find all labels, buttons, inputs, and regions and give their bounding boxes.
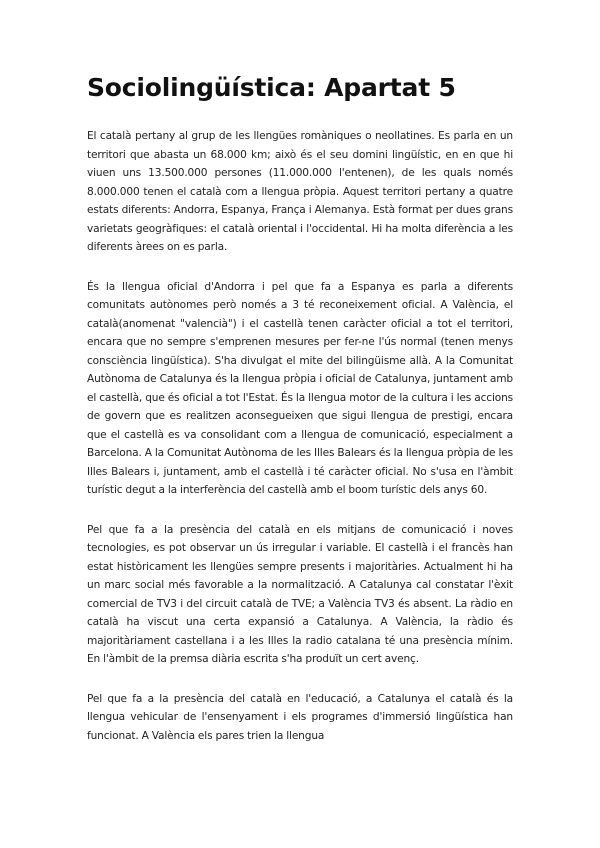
paragraph-media: Pel que fa a la presència del català en els mitjans de comunicació i noves tecnologies, es pot observar un ús irregular i variable. El castellà i el francès han estat històricament les llengües sempre presents i majoritàries. Actualment hi ha un marc social més favorable a la normalització. A Catalunya cal constatar l'èxit comercial de TV3 i del circuit català de TVE; a València TV3 és absent. La ràdio en català ha viscut una certa expansió a Catalunya. A València, la ràdio és majoritàriament castellana i a les Illes la radio catalana té una presència mínim. En l'àmbit de la premsa diària escrita s'ha produït un cert avenç. bbox=[87, 523, 513, 665]
paragraph-education: Pel que fa a la presència del català en l'educació, a Catalunya el català és la llengua vehicular de l'ensenyament i els programes d'immersió lingüística han funcionat. A València els pares trien la llengua bbox=[87, 692, 513, 742]
paragraph-intro: El català pertany al grup de les llengües romàniques o neollatines. Es parla en un territori que abasta un 68.000 km; això és el seu domini lingüístic, en en que hi viuen uns 13.500.000 persones (11.000.000 l'entenen), de les quals només 8.000.000 tenen el català com a llengua pròpia. Aquest territori pertany a quatre estats diferents: Andorra, Espanya, França i Alemanya. Està format per dues grans varietats geogràfiques: el català oriental i l'occidental. Hi ha molta diferència a les diferents àrees on es parla. bbox=[87, 130, 513, 253]
page-title: Sociolingüística: Apartat 5 bbox=[87, 73, 456, 102]
document-page bbox=[87, 70, 513, 745]
document-body bbox=[87, 127, 513, 745]
paragraph-official-status: És la llengua oficial d'Andorra i pel que fa a Espanya es parla a diferents comunitats autònomes però només a 3 té reconeixement oficial. A València, el català(anomenat "valencià") i el castellà tenen caràcter oficial a tot el territori, encara que no sempre s'emprenen mesures per fer-ne l'ús normal (tenen menys consciència lingüística). S'ha divulgat el mite del bilingüisme allà. A la Comunitat Autònoma de Catalunya és la llengua pròpia i oficial de Catalunya, juntament amb el castellà, que és oficial a tot l'Estat. És la llengua motor de la cultura i les accions de govern que es realitzen aconsegueixen que sigui llengua de prestigi, encara que el castellà es va consolidant com a llengua de comunicació, especialment a Barcelona. A la Comunitat Autònoma de les Illes Balears és la llengua pròpia de les Illes Balears i, juntament, amb el castellà i té caràcter oficial. No s'usa en l'àmbit turístic degut a la interferència del castellà amb el boom turístic dels anys 60. bbox=[87, 280, 513, 496]
